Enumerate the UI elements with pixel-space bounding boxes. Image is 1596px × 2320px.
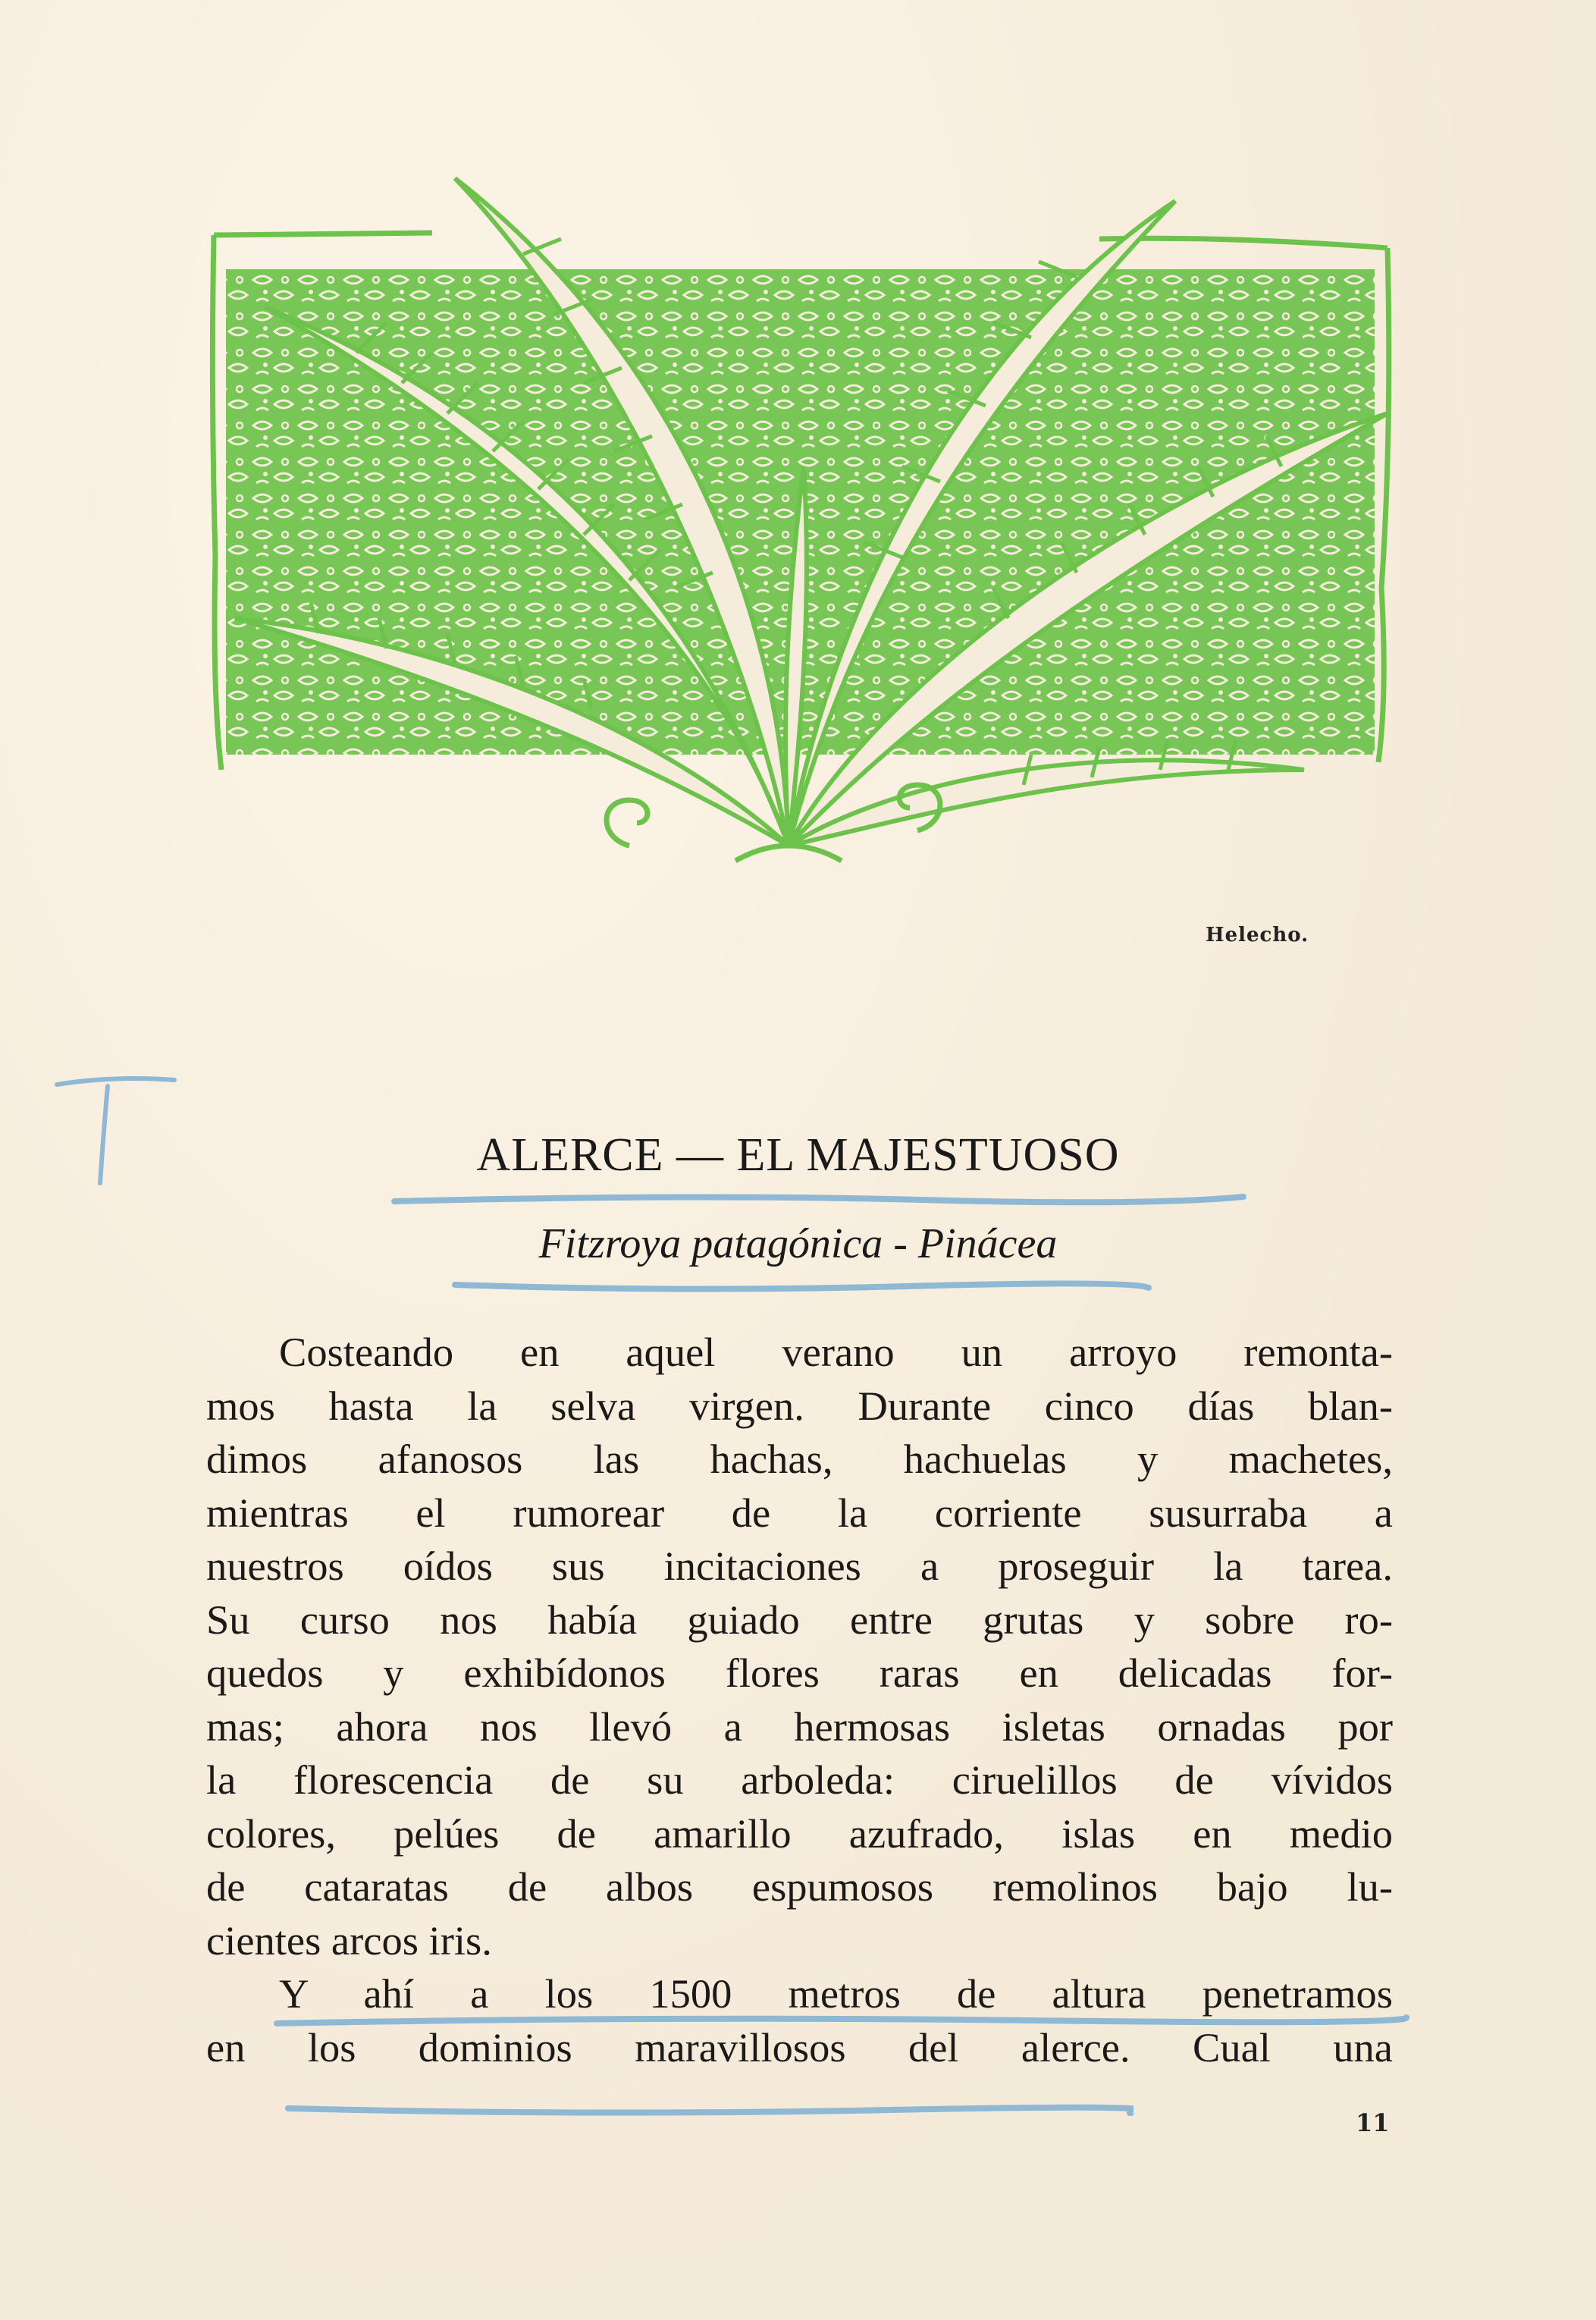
pencil-underline-title [390,1188,1247,1210]
page-number: 11 [1356,2108,1390,2137]
text-line: mas; ahora nos llevó a hermosas isletas ornadas por [206,1703,1393,1750]
text-line: Costeando en aquel verano un arroyo remonta- [279,1329,1393,1375]
text-line: Su curso nos había guiado entre grutas y sobre ro- [206,1596,1393,1643]
text-line: quedos y exhibídonos flores raras en delicadas for- [206,1650,1393,1696]
fern-illustration [205,163,1399,876]
pencil-underline-bottom [284,2101,1134,2121]
text-line: mos hasta la selva virgen. Durante cinco días blan- [206,1382,1393,1429]
chapter-subtitle: Fitzroya patagónica - Pinácea [538,1220,1058,1267]
figure-caption: Helecho. [1206,924,1309,947]
pencil-underline-subtitle [451,1276,1152,1297]
text-line: de cataratas de albos espumosos remolinos bajo lu- [206,1863,1393,1910]
text-line: mientras el rumorear de la corriente susurraba a [206,1489,1393,1536]
text-line: la florescencia de su arboleda: ciruelillos de vívidos [206,1756,1393,1803]
chapter-title: ALERCE — EL MAJESTUOSO [476,1129,1120,1181]
pencil-underline-paragraph [273,2011,1410,2031]
text-line: cientes arcos iris. [206,1917,492,1964]
text-line: nuestros oídos sus incitaciones a proseguir la tarea. [206,1543,1393,1589]
text-line: colores, pelúes de amarillo azufrado, islas en medio [206,1810,1393,1857]
body-text [206,1326,1393,2074]
text-line: Y ahí a los 1500 metros de altura penetramos [279,1970,1393,2017]
text-line: dimos afanosos las hachas, hachuelas y machetes, [206,1436,1393,1482]
text-line: en los dominios maravillosos del alerce. Cual una [206,2023,1393,2070]
